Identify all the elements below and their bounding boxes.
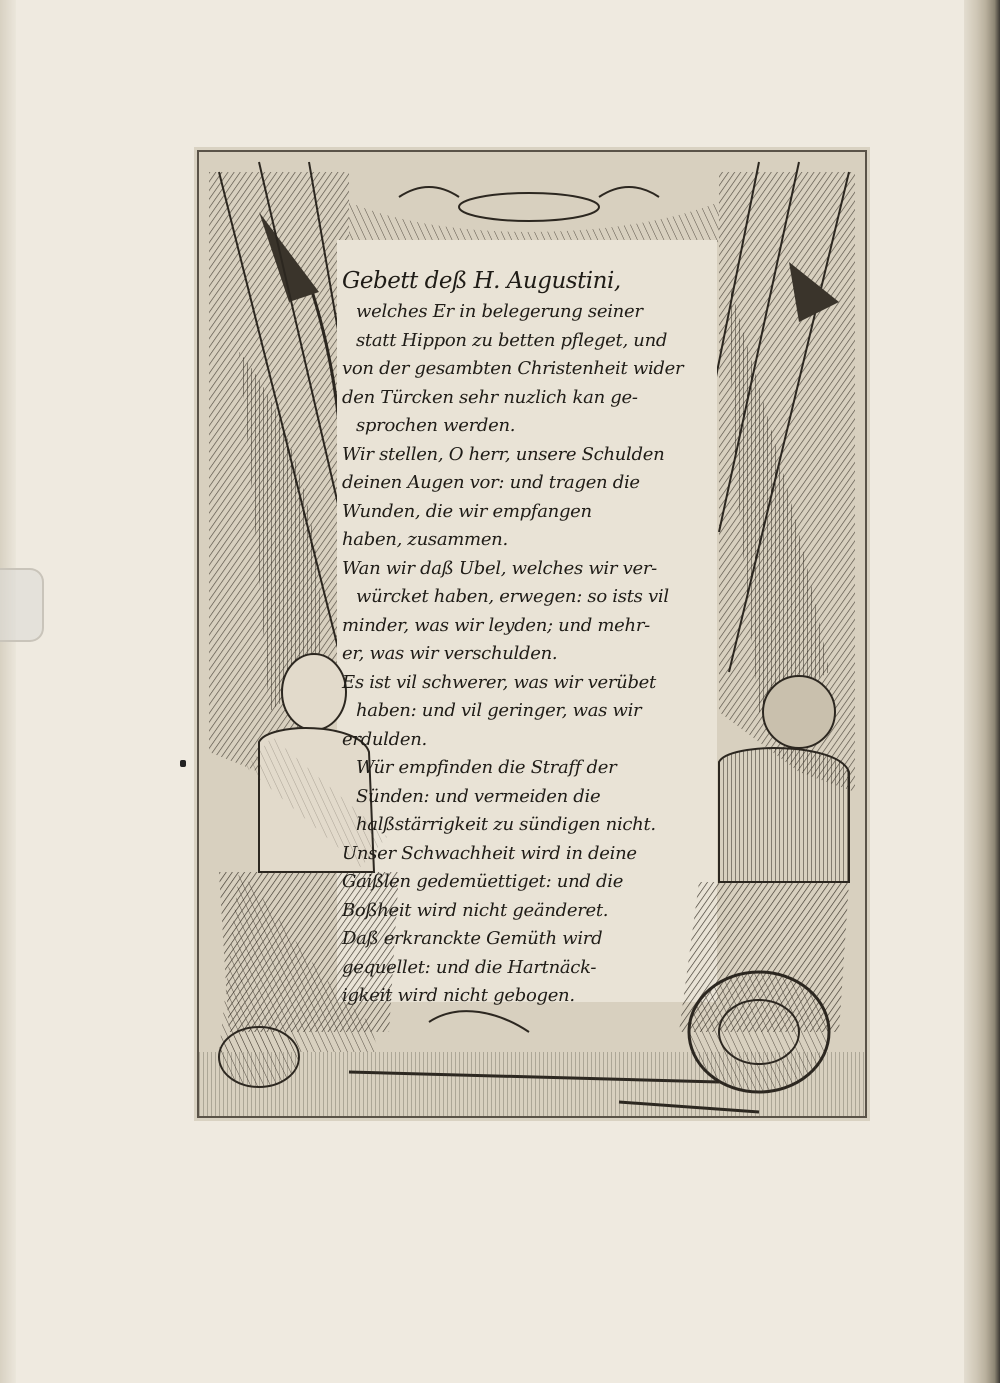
prayer-line: erdulden.	[342, 728, 427, 750]
prayer-line: von der gesambten Christenheit wider	[342, 358, 684, 379]
book-gutter-edge	[964, 0, 1000, 1383]
prayer-title: Gebett deß H. Augustini,	[342, 268, 621, 294]
ink-spot	[180, 760, 186, 767]
prayer-line: minder, was wir leyden; und mehr-	[342, 614, 650, 636]
prayer-line: Wir stellen, O herr, unsere Schulden	[342, 443, 665, 465]
prayer-line: deinen Augen vor: und tragen die	[342, 472, 640, 493]
prayer-line: Wür empfinden die Straff der	[356, 757, 617, 778]
prayer-line: würcket haben, erwegen: so ists vil	[356, 586, 669, 607]
prayer-line: Boßheit wird nicht geänderet.	[342, 899, 609, 921]
prayer-line: igkeit wird nicht gebogen.	[342, 985, 575, 1006]
prayer-line: Unser Schwachheit wird in deine	[342, 842, 637, 864]
prayer-line: Es ist vil schwerer, was wir verübet	[342, 671, 656, 693]
prayer-line: den Türcken sehr nuzlich kan ge-	[342, 386, 638, 408]
prayer-line: halßstärrigkeit zu sündigen nicht.	[356, 814, 656, 835]
prayer-line: welches Er in belegerung seiner	[356, 301, 643, 322]
page-clip	[0, 568, 44, 642]
prayer-text	[342, 264, 712, 1011]
prayer-line: sprochen werden.	[356, 415, 516, 436]
prayer-line: Daß erkranckte Gemüth wird	[342, 928, 603, 949]
book-left-edge	[0, 0, 16, 1383]
prayer-line: Wunden, die wir empfangen	[342, 500, 592, 522]
prayer-line: Gaißlen gedemüettiget: und die	[342, 871, 624, 892]
prayer-line: haben: und vil geringer, was wir	[356, 700, 642, 721]
prayer-line: statt Hippon zu betten pfleget, und	[356, 329, 668, 351]
prayer-line: er, was wir verschulden.	[342, 643, 558, 664]
prayer-line: gequellet: und die Hartnäck-	[342, 956, 597, 978]
engraving-plate	[197, 150, 867, 1118]
prayer-line: Sünden: und vermeiden die	[356, 785, 601, 807]
prayer-line: Wan wir daß Ubel, welches wir ver-	[342, 557, 657, 579]
prayer-line: haben, zusammen.	[342, 529, 508, 550]
